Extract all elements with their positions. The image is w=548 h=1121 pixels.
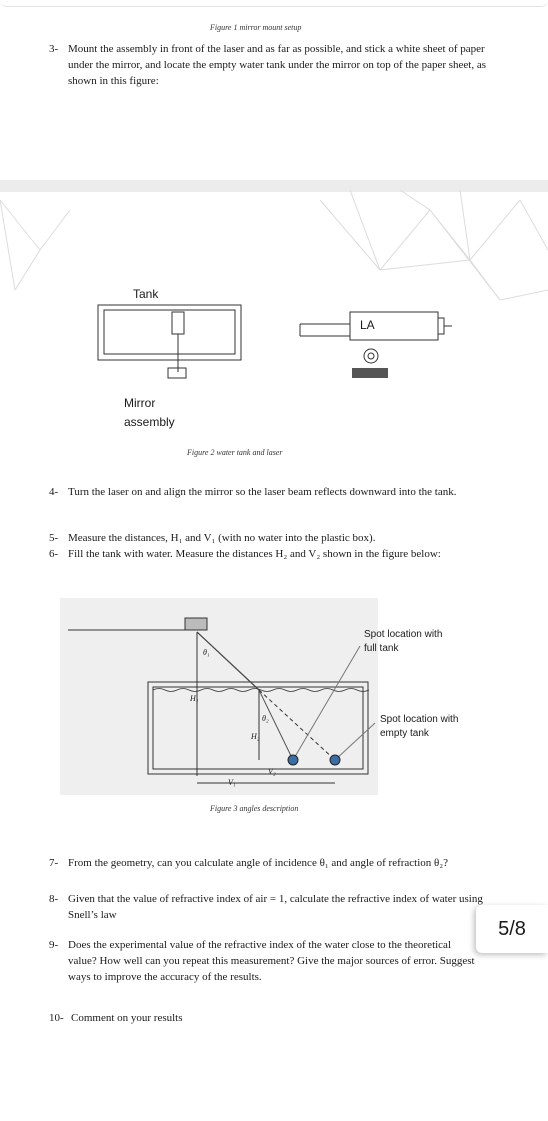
spot-full-tank-label-line1: Spot location with xyxy=(364,629,443,640)
beam-empty xyxy=(259,690,335,760)
step-10 xyxy=(49,1010,499,1026)
step-text: From the geometry, can you calculate angle of incidence θ₁ and angle of refraction θ₂? xyxy=(68,857,449,869)
step-number: 7- xyxy=(49,857,59,869)
mirror-mount-top xyxy=(172,312,184,334)
step-number: 8- xyxy=(49,893,59,905)
spot-full-tank xyxy=(288,755,298,765)
page-top-edge xyxy=(0,0,548,7)
step-7 xyxy=(49,855,499,871)
mirror-label-line2: assembly xyxy=(124,415,175,429)
figure-2-tank-laser-diagram xyxy=(95,302,475,394)
step-5 xyxy=(49,530,499,546)
spot-empty-tank-label-line2: empty tank xyxy=(380,728,429,739)
step-text: Fill the tank with water. Measure the distances H₂ and V₂ shown in the figure below: xyxy=(68,548,441,560)
h1-label: H₁ xyxy=(190,694,199,703)
figure-3-caption: Figure 3 angles description xyxy=(210,804,299,813)
mirror-base xyxy=(168,368,186,378)
figure-2-caption: Figure 2 water tank and laser xyxy=(187,448,283,457)
step-3 xyxy=(49,41,499,89)
spot-empty-tank xyxy=(330,755,340,765)
beam-air xyxy=(197,632,259,690)
spot-full-tank-label-line2: full tank xyxy=(364,643,399,654)
reflected-full xyxy=(293,646,360,760)
v2-label: V₂ xyxy=(268,767,276,776)
step-text: Turn the laser on and align the mirror so the laser beam reflects downward into the tank. xyxy=(68,486,457,498)
step-number: 4- xyxy=(49,486,59,498)
theta2-label: θ₂ xyxy=(262,714,269,723)
spot-empty-tank-label-line1: Spot location with xyxy=(380,714,459,725)
beam-water xyxy=(259,690,293,760)
mirror-label-line1: Mirror xyxy=(124,396,156,410)
page-indicator-text: 5/8 xyxy=(498,917,526,940)
step-6 xyxy=(49,546,499,562)
reflected-empty xyxy=(335,723,375,760)
tank-outer xyxy=(98,305,241,360)
spot-empty-tank-label xyxy=(380,713,458,741)
theta1-label: θ₁ xyxy=(203,648,210,657)
step-number: 6- xyxy=(49,548,59,560)
figure-3-angles-diagram xyxy=(60,598,378,795)
step-9 xyxy=(49,937,479,985)
step-number: 9- xyxy=(49,939,59,951)
h2-label: H₂ xyxy=(251,732,260,741)
step-text: Does the experimental value of the refractive index of the water close to the theoretical value? How well can you repeat this measurement? Give the major sources of error. Suggest ways to improve the accuracy of the results. xyxy=(68,939,475,983)
v1-label: V₁ xyxy=(228,778,236,787)
step-number: 10- xyxy=(49,1012,64,1024)
step-text: Measure the distances, H₁ and V₁ (with no water into the plastic box). xyxy=(68,532,376,544)
laser-cap xyxy=(438,318,444,334)
step-number: 3- xyxy=(49,43,59,55)
step-text: Comment on your results xyxy=(71,1012,183,1024)
mirror-mount xyxy=(185,618,207,630)
step-8 xyxy=(49,891,499,923)
decorative-network-background xyxy=(0,190,548,310)
laser-mount-ring xyxy=(364,349,378,363)
spot-full-tank-label xyxy=(364,628,442,656)
tank-label: Tank xyxy=(133,287,159,301)
step-text: Mount the assembly in front of the laser and as far as possible, and stick a white sheet of paper under the mirror, and locate the empty water tank under the mirror on top of the paper sheet, as shown in this figure: xyxy=(68,43,487,87)
step-4 xyxy=(49,484,499,500)
step-number: 5- xyxy=(49,532,59,544)
page-indicator xyxy=(476,905,548,953)
figure-1-caption: Figure 1 mirror mount setup xyxy=(210,23,302,32)
water-surface xyxy=(153,689,369,692)
step-text: Given that the value of refractive index of air = 1, calculate the refractive index of water using Snell’s law xyxy=(68,893,483,921)
laser-label: LA xyxy=(360,318,375,332)
tank-inner xyxy=(104,310,235,354)
